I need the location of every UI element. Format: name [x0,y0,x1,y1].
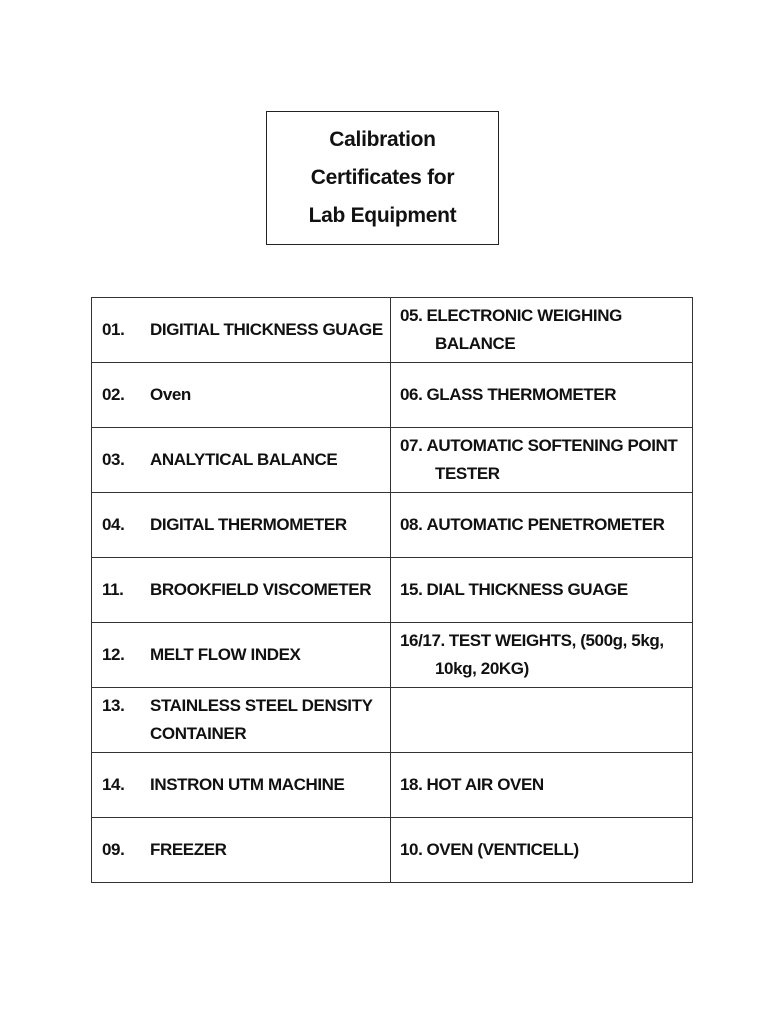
equipment-cell-left [92,623,391,688]
title-line: Certificates for [310,166,455,189]
item-number: 01. [102,319,125,339]
item-number: 03. [102,449,125,469]
item-number: 06. [400,384,423,404]
table-row [92,558,693,623]
item-number: 13. [102,695,125,715]
item-number: 08. [400,514,423,534]
title-line: Calibration [329,128,436,151]
equipment-cell-left [92,298,391,363]
table-row [92,688,693,753]
equipment-cell-right [391,558,693,623]
item-name: GLASS THERMOMETER [426,384,617,404]
item-name: AUTOMATIC PENETROMETER [426,514,665,534]
equipment-cell-left [92,363,391,428]
item-number: 02. [102,384,125,404]
item-number: 10. [400,839,423,859]
item-name: TEST WEIGHTS, (500g, 5kg, 10kg, 20KG) [435,630,664,678]
equipment-cell-left [92,428,391,493]
table-row [92,428,693,493]
equipment-cell-right [391,688,693,753]
equipment-cell-left [92,818,391,883]
item-name: OVEN (VENTICELL) [426,839,579,859]
table-row [92,818,693,883]
item-name: ANALYTICAL BALANCE [150,449,338,469]
equipment-cell-right [391,298,693,363]
equipment-cell-right [391,818,693,883]
table-row [92,623,693,688]
document-title-box [266,111,499,245]
equipment-cell-left [92,558,391,623]
equipment-cell-left [92,493,391,558]
title-line: Lab Equipment [308,204,457,227]
equipment-cell-left [92,753,391,818]
item-number: 18. [400,774,423,794]
equipment-cell-left [92,688,391,753]
item-name: Oven [150,384,191,404]
item-number: 11. [102,579,124,599]
item-name: BROOKFIELD VISCOMETER [150,579,372,599]
item-number: 05. [400,305,423,325]
item-name: INSTRON UTM MACHINE [150,774,345,794]
table-row [92,298,693,363]
item-number: 15. [400,579,423,599]
table-row [92,363,693,428]
equipment-cell-right [391,428,693,493]
table-row [92,753,693,818]
equipment-table [91,297,693,883]
item-name: FREEZER [150,839,227,859]
item-name: AUTOMATIC SOFTENING POINT TESTER [426,435,678,483]
item-number: 09. [102,839,125,859]
equipment-cell-right [391,623,693,688]
item-name: DIGITIAL THICKNESS GUAGE [150,319,383,339]
equipment-cell-right [391,493,693,558]
item-number: 14. [102,774,125,794]
item-name: HOT AIR OVEN [426,774,544,794]
item-name: DIGITAL THERMOMETER [150,514,347,534]
item-number: 04. [102,514,125,534]
item-name: DIAL THICKNESS GUAGE [426,579,628,599]
item-number: 16/17. [400,630,445,650]
equipment-cell-right [391,753,693,818]
item-name: STAINLESS STEEL DENSITY CONTAINER [150,695,373,743]
table-row [92,493,693,558]
equipment-cell-right [391,363,693,428]
item-number: 07. [400,435,423,455]
item-name: MELT FLOW INDEX [150,644,301,664]
item-name: ELECTRONIC WEIGHING BALANCE [426,305,622,353]
item-number: 12. [102,644,125,664]
